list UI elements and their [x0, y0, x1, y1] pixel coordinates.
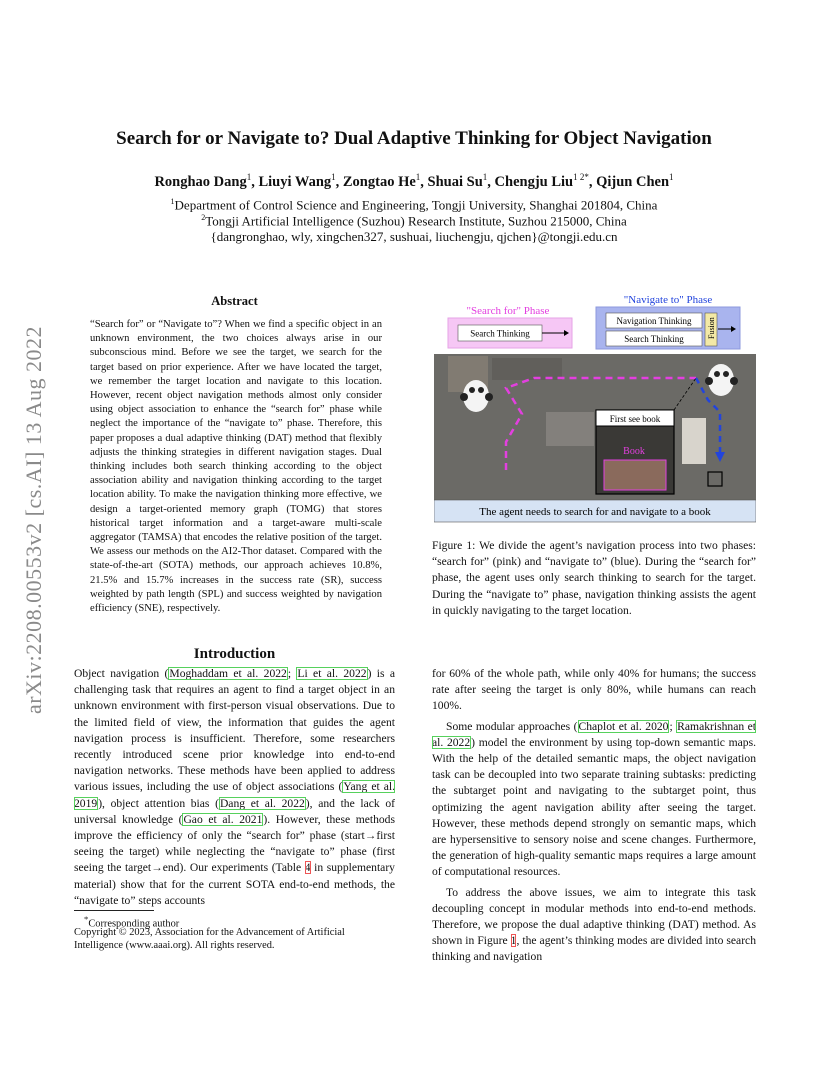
author: Qijun Chen$^1$: [596, 172, 674, 190]
figure-1-caption: Figure 1: We divide the agent’s navigation process into two phases: “search for” (pink) and “navigate to” (blue). During the “search for” phase, the agent uses only search thinking to search for the target. During the “navigate to” phase, navigation thinking assists the agent in quickly navigating to the target location.: [432, 539, 756, 617]
right-column-text: [432, 666, 756, 966]
paragraph: Some modular approaches (Chaplot et al. 2020; Ramakrishnan et al. 2022) model the environment by using top-down semantic maps. With the help of the detailed semantic maps, the object navigation task can be decoupled into two separate training subtasks: predicting the subtarget point and navigating to the subtarget point, thus optimizing the agent navigation ability after seeing the target. However, these methods depend strongly on semantic maps, which are hypersensitive to sensory noise and scene changes. Furthermore, the generation of high-quality semantic maps requires a large amount of computational resources.: [432, 719, 756, 879]
footnote-divider: [74, 910, 154, 911]
arxiv-stamp: arXiv:2208.00553v2 [cs.AI] 13 Aug 2022: [21, 325, 46, 715]
author-emails: {dangronghao, wly, xingchen327, sushuai, liuchengju, qjchen}@tongji.edu.cn: [210, 229, 618, 244]
citation-link[interactable]: Dang et al. 2022: [219, 796, 305, 810]
scene-furniture: [546, 412, 594, 446]
citation-link[interactable]: Ramakrishnan et al. 2022: [432, 719, 756, 749]
table-ref-link[interactable]: 4: [304, 861, 311, 875]
citation-link[interactable]: Yang et al. 2019: [74, 780, 395, 810]
abstract-text: “Search for” or “Navigate to”? When we find a specific object in an unknown environment, the two choices always arise in our subconscious mind. Before we see the target, we search for the target based on prior experience. After we have located the target, we remember the target location and navigate to this location. However, recent object navigation methods almost only consider using object association to enhance the “search for” phase while neglect the importance of the “navigate to” phase. Therefore, this paper proposes a dual adaptive thinking (DAT) method that flexibly adjusts the thinking strategies in different navigation stages. Dual thinking includes both search thinking according to the object association ability and navigation thinking according to the target location ability. To make the navigation thinking more effective, we design a target-oriented memory graph (TOMG) that stores historical target information and a target-aware multi-scale aggregator (TAMSA) that encodes the relative position of the target. We assess our methods on the AI2-Thor dataset. Compared with the state-of-the-art (SOTA) methods, our approach achieves 10.8%, 21.5% and 15.7% increases in the success rate (SR), success weighted by path length (SPL) and success weighted by navigation efficiency (SNE), respectively.: [90, 319, 382, 615]
figure-1-illustration: [434, 292, 756, 530]
scene-furniture: [492, 358, 562, 380]
scene-bin: [682, 418, 706, 464]
figure-1: [434, 292, 756, 530]
affiliation-1: $^1$Department of Control Science and Engineering, Tongji University, Shanghai 201804, China: [170, 197, 658, 213]
paragraph: Object navigation (Moghaddam et al. 2022; Li et al. 2022) is a challenging task that requires an agent to find a target object in an unknown environment with first-person visual observations. Due to the limited field of view, the information that guides the agent navigation process is insufficient. Therefore, some researchers recently introduced scene prior knowledge into end-to-end navigation networks. These methods have been applied to address various issues, including the use of object associations (Yang et al. 2019), object attention bias (Dang et al. 2022), and the lack of universal knowledge (Gao et al. 2021). However, these methods improve the efficiency of only the “search for” phase (start→first seeing the target) while neglecting the “navigate to” phase (first seeing the target→end). Our experiments (Table 4 in supplementary material) show that for the current SOTA end-to-end methods, the “navigate to” steps accounts: [74, 667, 395, 907]
copyright-notice: Copyright © 2023, Association for the Advancement of Artificial Intelligence (www.aaai.org). All rights reserved.: [74, 927, 345, 952]
author: Zongtao He$^1$: [342, 172, 421, 190]
section-heading-introduction: Introduction: [193, 646, 276, 662]
figure-bottom-caption: The agent needs to search for and navigate to a book: [479, 506, 711, 518]
citation-link[interactable]: Chaplot et al. 2020: [578, 719, 669, 733]
introduction-text: [74, 666, 395, 909]
abstract-heading: Abstract: [211, 294, 258, 308]
citation-link[interactable]: Li et al. 2022: [297, 667, 367, 680]
citation-link[interactable]: Moghaddam et al. 2022: [169, 667, 287, 680]
search-thinking-label: Search Thinking: [470, 328, 530, 339]
author: Chengju Liu$^{1 2*}$: [494, 172, 589, 190]
figure-ref-link[interactable]: 1: [510, 934, 517, 948]
paper-title: Search for or Navigate to? Dual Adaptive Thinking for Object Navigation: [116, 128, 712, 149]
book-label: Book: [623, 446, 645, 457]
search-thinking-label-2: Search Thinking: [624, 334, 684, 344]
author: Liuyi Wang$^1$: [258, 172, 336, 190]
search-phase-label: "Search for" Phase: [466, 305, 550, 317]
book-region: [604, 460, 666, 490]
navigate-phase-label: "Navigate to" Phase: [623, 294, 713, 306]
footnote: *Corresponding author: [84, 914, 180, 930]
paragraph: To address the above issues, we aim to integrate this task decoupling concept in modular methods into end-to-end methods. Therefore, we propose the dual adaptive thinking (DAT) method. As shown in Figure 1, the agent’s thinking modes are divided into search thinking and navigation: [432, 885, 757, 964]
affiliation-2: $^2$Tongji Artificial Intelligence (Suzhou) Research Institute, Suzhou 215000, China: [201, 213, 627, 229]
author-list: Ronghao Dang$^1$, Liuyi Wang$^1$, Zongtao He$^1$, Shuai Su$^1$, Chengju Liu$^{1 2*}$, Qijun Chen$^1$: [154, 172, 674, 190]
navigation-thinking-label: Navigation Thinking: [616, 316, 692, 326]
paragraph: for 60% of the whole path, while only 40% for humans; the success rate after seeing the target is only 80%, while humans can reach 100%.: [432, 667, 756, 713]
author: Ronghao Dang$^1$: [154, 172, 252, 190]
fusion-label: Fusion: [707, 317, 716, 339]
author: Shuai Su$^1$: [427, 172, 488, 190]
first-see-label: First see book: [609, 414, 661, 424]
citation-link[interactable]: Gao et al. 2021: [183, 812, 263, 826]
